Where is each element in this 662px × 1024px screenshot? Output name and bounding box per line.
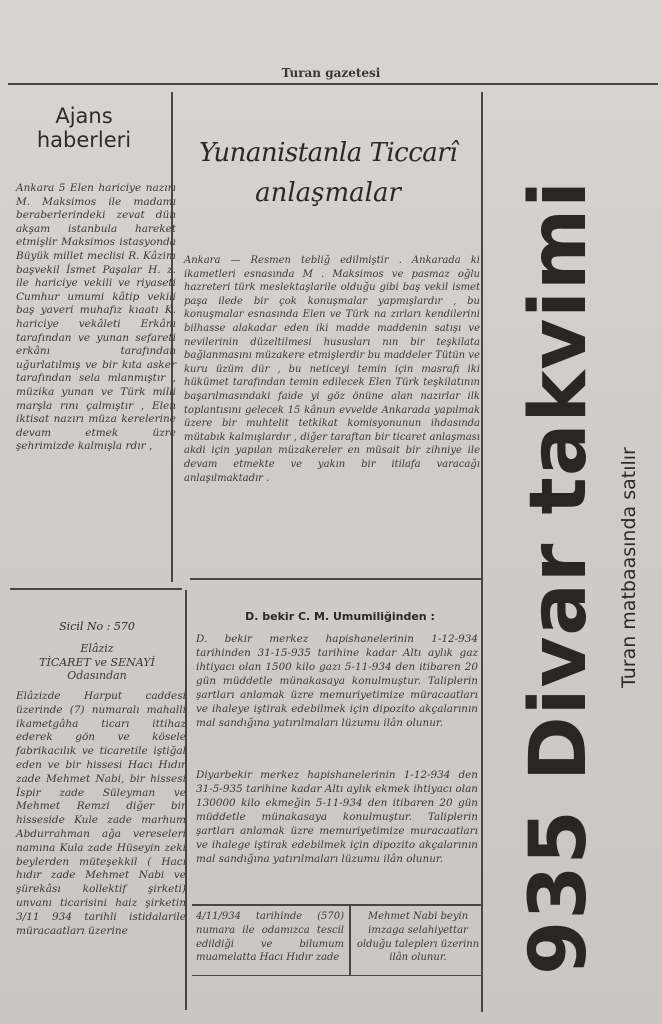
ajans-body: Ankara 5 Elen hariciye nazırı M. Maksimos ile madamı beraberlerindeki zevat dün akşam istanbula hareket etmişlir Maksimos istasyonda Büyük millet meclisi R. Kâzim başvekil İsmet Paşalar H. z. ile hariciye vekili ve riyaseti Cumhur umumi kâtip vekili baş yaveri muhafız kıaatı K. hariciye vekâleti Erkânı tarafından ve yunan sefareti erkânı tarafından uğurlatılmış ve bir kıta asker tarafından sela mlanmıştır , müzika yunan ve Türk milli marşla rını çalmıştır , Elen iktisat nazırı müza kerelerine devam etmek üzre şehrimizde kalmışla rdır , xyxy=(16,182,176,453)
ad-subline: Turan matbaasında satılır xyxy=(618,447,640,688)
ticaret-body: Ankara — Resmen tebliğ edilmiştir . Ankarada ki ikametleri esnasında M . Maksimos ve pasmaz oğlu hazreteri türk meslektaşlarile olduğu gibi baş vekil ismet paşa ilede bir çok konuşmalar yapmışlardır , bu konuşmalar esnasında Elen ve Türk na zırları kendilerini bilhasse alakadar eden iki madde maddenin satışı ve nevilerinin düzeltilmesi hususları nın bir teşkilata bağlanmasını müzakere etmişlerdir bu maddeler Tütün ve kuru üzüm dür , bu neticeyi temin için masrafi iki hükümet tarafından temin edilecek Elen Türk teşkilatının başarılmasındaki faide yi göz önüne alan nazırlar ilk toplantısını gelecek 15 kânun evvelde Ankarada yapılmak üzere bir muhtelit tetkikat komisyonunun ihdasında mütabık kalmışlardır , diğer taraftan bir ticaret anlaşması akdi için yapılan müzakereler en müsait bir zihniye ile devam etmekte ve yakın bir itilafa varacağı anlaşılmaktadır . xyxy=(184,255,480,484)
masthead-rule xyxy=(8,83,658,85)
box-rule-top xyxy=(192,904,482,906)
box-divider xyxy=(349,906,351,976)
dbekir-title: D. bekir C. M. Umumiliğinden : xyxy=(245,610,435,623)
ticaret-headline xyxy=(178,136,478,210)
dbekir-paragraph-1: D. bekir merkez hapishanelerinin 1-12-934 tarihinden 31-15-935 tarihine kadar Altı aylık gaz ihtiyacı olan 1500 kilo gazı 5-11-934 den itibaren 20 gün müddetle münakasaya konulmuştur. Taliplerin şartları anlamak üzre memuriyetimize müracaatları ve ihaleye iştirak edebilmek için dipozito akçalarının mal sandığına yatırılmaları lüzumu ilân olunur. xyxy=(196,633,478,729)
sicil-body: Elâzizde Harput caddesi üzerinde (7) numaralı mahalli ikametgâha ticarı ittihaz ederek gön ve kösele fabrikacılık ve ticaretile iştiğal eden ve bir hissesi Hacı Hıdır zade Mehmet Nabi, bir hissesi İspir zade Süleyman ve Mehmet Remzi diğer bir hisseside Kule zade marhum Abdurrahman ağa vereseleri namına Kula zade Hüseyin zeki beylerden müteşekkil ( Hacı hıdır zade Mehmet Nabi ve şürekâsı kollektif şirketi) unvanı ticarisini haiz şirketin 3/11 934 tarihli istidalarile müracaatları üzerine xyxy=(16,690,186,937)
sicil-heading-line3: Odasından xyxy=(67,669,127,682)
box-left-text: 4/11/934 tarihinde (570) numara ile odamızca tescil edildiği ve bilumum muamelatta Hacı Hıdır zade xyxy=(196,911,344,964)
section-rule-middle xyxy=(190,578,482,580)
ad-headline: 935 Divar takvimi xyxy=(514,180,604,975)
sicil-heading-line2: TİCARET ve SENAYİ xyxy=(39,655,155,669)
ajans-title-line1: Ajans xyxy=(55,104,113,128)
ajans-title xyxy=(14,104,154,152)
column-divider-right xyxy=(481,92,483,1012)
box-rule-bottom xyxy=(192,975,482,976)
sicil-heading xyxy=(14,642,180,683)
sicil-header xyxy=(14,620,180,641)
masthead: Turan gazetesi xyxy=(281,66,381,80)
headline-line1: Yunanistanla Ticcarî xyxy=(198,138,458,168)
ajans-title-line2: haberleri xyxy=(36,128,132,152)
section-rule-left xyxy=(10,588,182,590)
dbekir-paragraph-2: Diyarbekir merkez hapishanelerinin 1-12-934 den 31-5-935 tarihine kadar Altı aylık ekmek ihtiyacı olan 130000 kilo ekmeğin 5-11-934 den itibaren 20 gün müddetle münakasaya konulmuştur. Taliplerin şartları anlamak üzre memuriyetimize muracaatları ve ihalege iştirak edebilmek için dipozito akçalarının mal sandığına yatırılmaları lüzumu ilân olunur. xyxy=(196,769,478,865)
sicil-heading-line1: Elâziz xyxy=(80,642,114,655)
headline-line2: anlaşmalar xyxy=(255,178,401,208)
box-right-text: Mehmet Nabi beyin imzaga selahiyettar olduğu taleplerı üzerinn ilân olunur. xyxy=(356,911,480,964)
sicil-number: Sicil No : 570 xyxy=(59,620,135,633)
